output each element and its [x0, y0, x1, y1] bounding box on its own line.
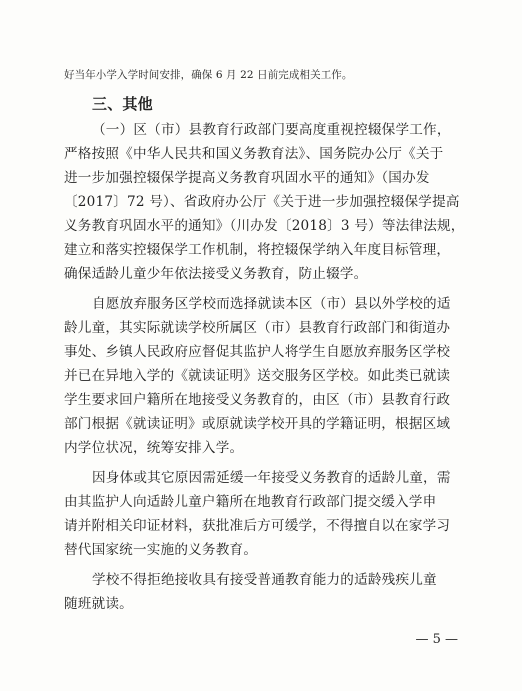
paragraph-1-line: 确保适龄儿童少年依法接受义务教育，防止辍学。	[64, 266, 368, 282]
section-heading: 三、其他	[92, 95, 153, 113]
paragraph-2-line: 内学位状况，统筹安排入学。	[64, 440, 244, 456]
paragraph-3-line: 由其监护人向适龄儿童户籍所在地教育行政部门提交缓入学申	[64, 494, 437, 510]
document-body	[64, 66, 465, 616]
paragraph-1-line: （一）区（市）县教育行政部门要高度重视控辍保学工作，	[92, 122, 451, 138]
paragraph-2	[64, 292, 458, 460]
paragraph-2-line: 事处、乡镇人民政府应督促其监护人将学生自愿放弃服务区学校	[64, 344, 451, 360]
paragraph-2-line: 龄儿童，其实际就读学校所属区（市）县教育行政部门和街道办	[64, 320, 451, 336]
paragraph-2-line: 自愿放弃服务区学校而选择就读本区（市）县以外学校的适	[92, 296, 451, 312]
paragraph-1-line: 严格按照《中华人民共和国义务教育法》、国务院办公厅《关于	[64, 146, 444, 162]
paragraph-4	[64, 568, 458, 616]
page-number: — 5 —	[415, 632, 458, 647]
opening-line: 好当年小学入学时间安排，确保 6 月 22 日前完成相关工作。	[64, 69, 353, 81]
paragraph-1-line: 进一步加强控辍保学提高义务教育巩固水平的通知》（国办发	[64, 170, 430, 186]
paragraph-1-line: 建立和落实控辍保学工作机制，将控辍保学纳入年度目标管理，	[64, 242, 451, 258]
paragraph-1-line: 义务教育巩固水平的通知》（川办发〔2018〕3 号）等法律法规，	[64, 218, 465, 234]
paragraph-3-line: 替代国家统一实施的义务教育。	[64, 542, 258, 558]
paragraph-2-line: 并已在异地入学的《就读证明》送交服务区学校。如此类已就读	[64, 368, 451, 384]
paragraph-3	[64, 466, 458, 562]
paragraph-2-line: 部门根据《就读证明》或原就读学校开具的学籍证明，根据区域	[64, 416, 451, 432]
paragraph-3-line: 请并附相关印证材料，获批准后方可缓学，不得擅自以在家学习	[64, 518, 451, 534]
paragraph-1-line: 〔2017〕72 号）、省政府办公厅《关于进一步加强控辍保学提高	[64, 194, 460, 210]
paragraph-4-line: 学校不得拒绝接收具有接受普通教育能力的适龄残疾儿童	[92, 572, 437, 588]
paragraph-2-line: 学生要求回户籍所在地接受义务教育的，由区（市）县教育行政	[64, 392, 451, 408]
paragraph-1	[64, 118, 465, 286]
paragraph-4-line: 随班就读。	[64, 596, 133, 612]
paragraph-3-line: 因身体或其它原因需延缓一年接受义务教育的适龄儿童，需	[92, 470, 451, 486]
